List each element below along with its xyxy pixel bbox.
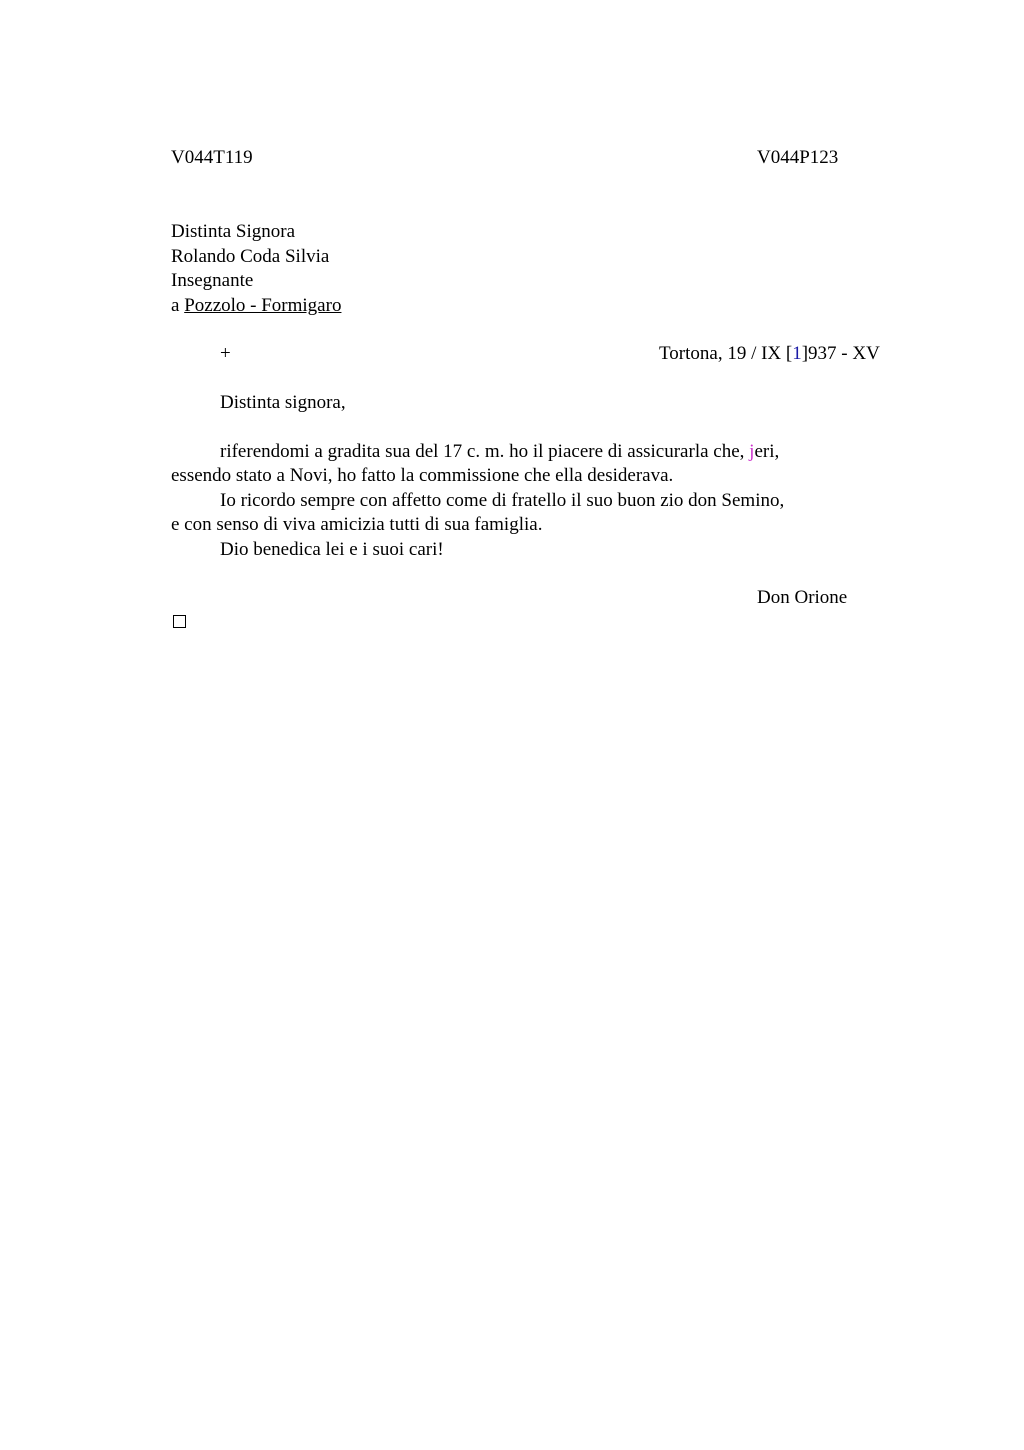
letter-salutation: Distinta signora, — [220, 392, 346, 413]
address-line-title: Distinta Signora — [171, 221, 296, 242]
document-code-left: V044T119 — [171, 147, 253, 168]
address-line-place — [171, 294, 341, 319]
paragraph-2-line-1: Io ricordo sempre con affetto come di fratello il suo buon zio don Semino, — [220, 489, 785, 511]
address-place-prefix: a — [171, 294, 185, 316]
letter-signature: Don Orione — [757, 587, 848, 608]
recipient-address — [171, 220, 341, 318]
paragraph-2 — [171, 489, 871, 538]
editorial-mark-j: j — [749, 441, 755, 462]
date-suffix: ]937 - XV — [801, 343, 880, 364]
paragraph-1-text-b: eri, — [754, 441, 780, 462]
date-prefix: Tortona, 19 / IX [ — [659, 343, 793, 364]
cross-symbol: + — [220, 343, 231, 364]
paragraph-2-line-2: e con senso di viva amicizia tutti di sua famiglia. — [171, 514, 543, 536]
paragraph-1-line-1 — [220, 441, 779, 462]
address-line-role: Insegnante — [171, 270, 254, 291]
address-place-underlined: Pozzolo - Formigaro — [184, 294, 342, 316]
document-code-right: V044P123 — [757, 147, 839, 168]
address-line-name: Rolando Coda Silvia — [171, 245, 330, 267]
paragraph-1-text-a: riferendomi a gradita sua del 17 c. m. ho il piacere di assicurarla che, — [220, 441, 750, 462]
date-editorial-insert: 1 — [792, 343, 802, 364]
paragraph-3: Dio benedica lei e i suoi cari! — [220, 538, 444, 560]
paragraph-1 — [171, 440, 871, 489]
letter-dateline — [659, 342, 880, 366]
paragraph-1-line-2: essendo stato a Novi, ho fatto la commissione che ella desiderava. — [171, 465, 674, 487]
end-marker-box — [173, 615, 186, 628]
letter-body — [171, 440, 871, 562]
